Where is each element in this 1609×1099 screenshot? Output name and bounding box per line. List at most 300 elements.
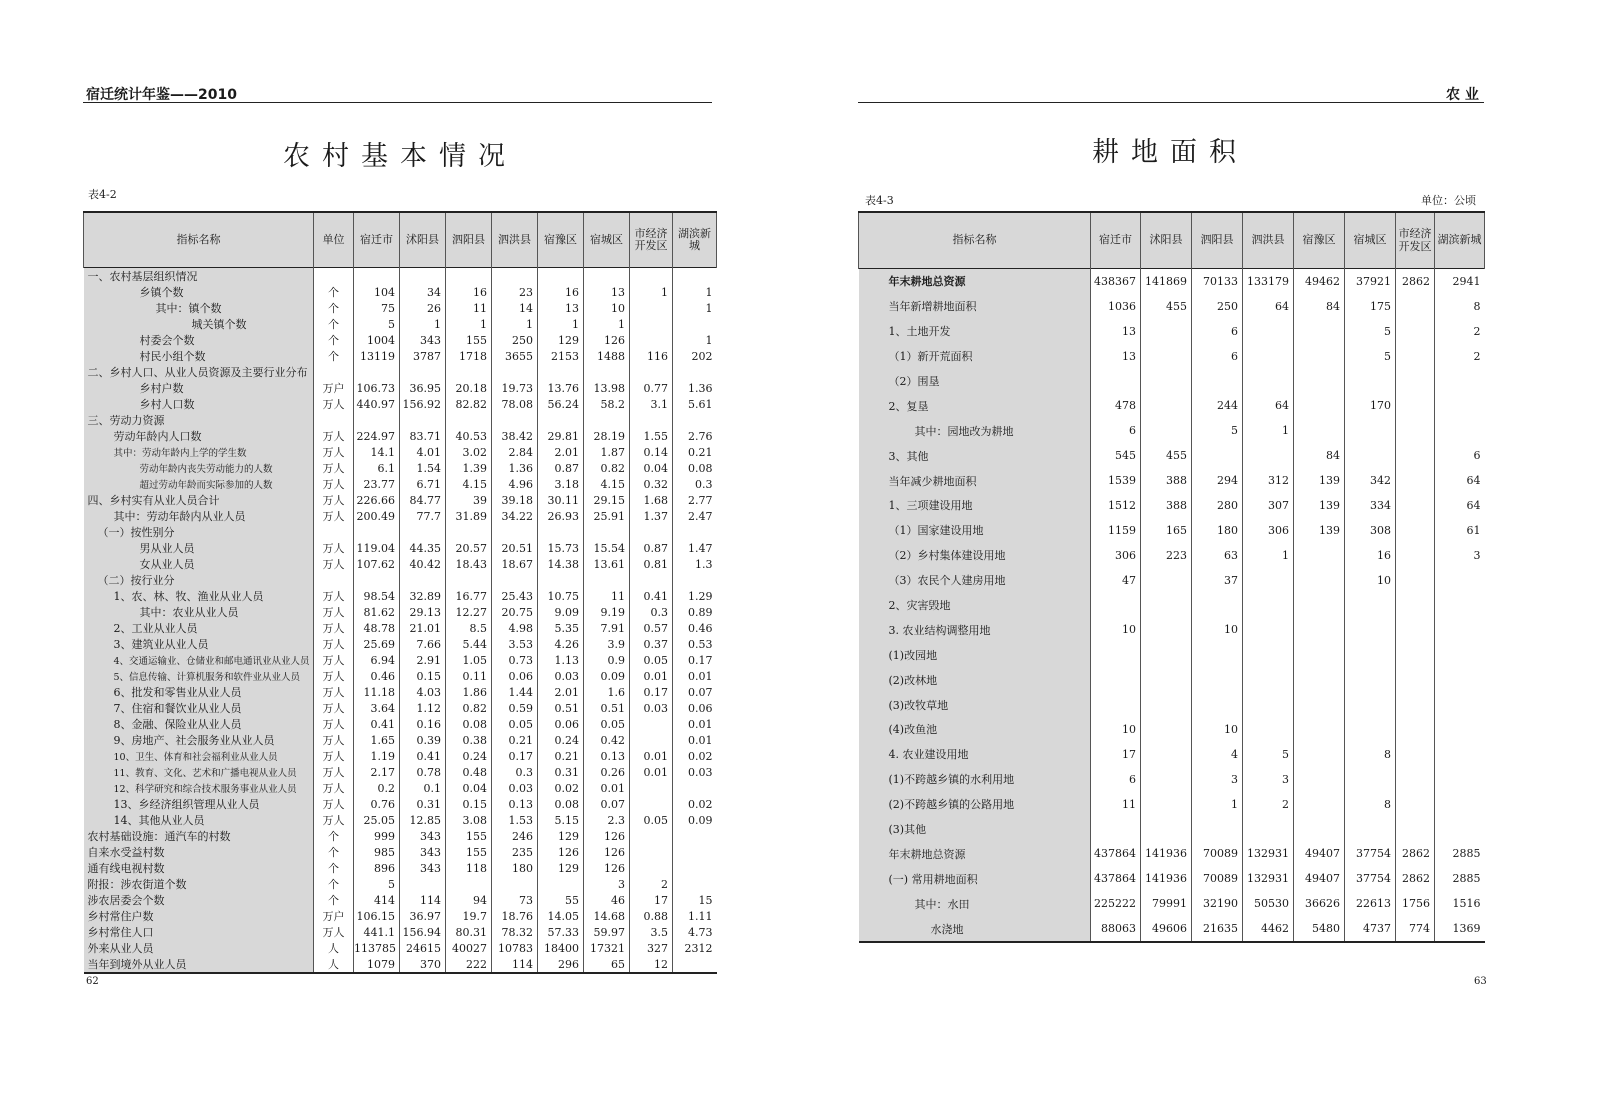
row-unit: 个 <box>314 348 354 364</box>
row-label: (3)其他 <box>859 817 1091 842</box>
table-row <box>859 543 1485 568</box>
row-value: 0.2 <box>354 780 400 796</box>
row-value: 0.39 <box>400 732 446 748</box>
row-value <box>630 828 673 844</box>
row-value <box>630 332 673 348</box>
row-value: 1.44 <box>492 684 538 700</box>
row-value: 156.94 <box>400 924 446 940</box>
table-row <box>859 717 1485 742</box>
row-value: 0.08 <box>538 796 584 812</box>
row-value: 2.01 <box>538 444 584 460</box>
row-value: 40.53 <box>446 428 492 444</box>
row-value <box>1345 443 1396 468</box>
row-value: 308 <box>1345 518 1396 543</box>
row-value: 0.21 <box>688 445 713 459</box>
row-value <box>1294 742 1345 767</box>
row-value: 5.44 <box>446 636 492 652</box>
row-value <box>1294 792 1345 817</box>
row-value: 0.77 <box>630 380 673 396</box>
row-value: 36.95 <box>400 380 446 396</box>
row-value <box>1141 667 1192 692</box>
row-label: 12、科学研究和综合技术服务事业从业人员 <box>84 780 314 796</box>
row-unit: 万人 <box>314 476 354 492</box>
row-value: 1.12 <box>400 700 446 716</box>
row-value <box>1294 717 1345 742</box>
row-value: 8.5 <box>446 620 492 636</box>
row-value: 4.26 <box>538 636 584 652</box>
table-row <box>84 588 717 604</box>
row-label: 3、其他 <box>859 443 1091 468</box>
row-value: 34.22 <box>492 508 538 524</box>
row-value: 0.17 <box>688 653 713 667</box>
row-value <box>1243 692 1294 717</box>
row-value: 6 <box>1091 767 1141 792</box>
row-value <box>1243 319 1294 344</box>
column-header-region: 沭阳县 <box>400 212 446 268</box>
row-label: （2）乡村集体建设用地 <box>859 543 1091 568</box>
row-value <box>1243 344 1294 369</box>
row-value: 13.61 <box>584 556 630 572</box>
row-value <box>1091 593 1141 618</box>
row-value <box>1396 418 1435 443</box>
row-value: 19.73 <box>492 380 538 396</box>
table-row <box>859 393 1485 418</box>
row-value: 44.35 <box>400 540 446 556</box>
row-value <box>1141 418 1192 443</box>
table-row <box>84 300 717 316</box>
row-unit: 万人 <box>314 620 354 636</box>
table-row <box>859 369 1485 394</box>
row-value: 999 <box>354 828 400 844</box>
row-label: 3. 农业结构调整用地 <box>859 617 1091 642</box>
row-value <box>1435 817 1485 842</box>
row-value: 107.62 <box>354 556 400 572</box>
row-label: (一) 常用耕地面积 <box>859 866 1091 891</box>
row-value: 3787 <box>400 348 446 364</box>
row-value <box>630 316 673 332</box>
row-value <box>673 268 717 285</box>
table-row <box>84 700 717 716</box>
row-value: 39.18 <box>492 492 538 508</box>
row-value <box>673 364 717 380</box>
row-value: 1.36 <box>688 381 713 395</box>
row-value: 224.97 <box>354 428 400 444</box>
table-row <box>859 344 1485 369</box>
row-value: 0.01 <box>688 733 713 747</box>
row-value: 0.03 <box>492 780 538 796</box>
row-value <box>446 524 492 540</box>
row-unit: 万人 <box>314 668 354 684</box>
table-row <box>859 468 1485 493</box>
row-label: 乡村常住户数 <box>84 908 314 924</box>
row-value: 2.47 <box>688 509 713 523</box>
column-header-region: 泗洪县 <box>492 212 538 268</box>
row-value: 246 <box>492 828 538 844</box>
row-value: 4.03 <box>400 684 446 700</box>
row-value: 2 <box>1473 349 1481 363</box>
table-row <box>84 844 717 860</box>
row-value: 441.1 <box>354 924 400 940</box>
row-value <box>1294 543 1345 568</box>
row-value: 64 <box>1243 393 1294 418</box>
row-value <box>1396 369 1435 394</box>
row-value <box>1396 319 1435 344</box>
row-value <box>1396 294 1435 319</box>
row-unit: 万户 <box>314 908 354 924</box>
row-value: 75 <box>354 300 400 316</box>
row-value <box>354 412 400 428</box>
row-value: 132931 <box>1243 866 1294 891</box>
row-value: 0.76 <box>354 796 400 812</box>
row-label: 附报：涉农街道个数 <box>84 876 314 892</box>
row-value: 0.24 <box>538 732 584 748</box>
row-value: 129 <box>538 860 584 876</box>
row-value <box>400 268 446 285</box>
row-value: 0.3 <box>492 764 538 780</box>
row-value <box>1192 692 1243 717</box>
row-value <box>1435 667 1485 692</box>
row-value: 0.42 <box>584 732 630 748</box>
row-value: 13.76 <box>538 380 584 396</box>
row-value: 139 <box>1294 468 1345 493</box>
row-unit: 个 <box>314 828 354 844</box>
row-value: 440.97 <box>354 396 400 412</box>
row-value: 226.66 <box>354 492 400 508</box>
table-row <box>84 716 717 732</box>
row-value: 370 <box>400 956 446 973</box>
row-value: 0.08 <box>446 716 492 732</box>
row-label: （二）按行业分 <box>84 572 314 588</box>
row-value: 26 <box>400 300 446 316</box>
row-value: 39 <box>446 492 492 508</box>
row-value: 0.87 <box>630 540 673 556</box>
row-value: 37921 <box>1345 269 1396 294</box>
row-value: 104 <box>354 284 400 300</box>
row-value: 2862 <box>1396 269 1435 294</box>
row-value: 0.15 <box>446 796 492 812</box>
row-value: 13 <box>1091 344 1141 369</box>
right-table-body <box>859 269 1485 943</box>
row-value: 10.75 <box>538 588 584 604</box>
row-value: 5 <box>1192 418 1243 443</box>
table-row <box>84 620 717 636</box>
row-value <box>584 364 630 380</box>
row-value <box>1141 817 1192 842</box>
row-value: 0.32 <box>630 476 673 492</box>
row-label: 乡村人口数 <box>84 396 314 412</box>
row-value: 1.65 <box>354 732 400 748</box>
row-value: 455 <box>1141 443 1192 468</box>
row-value: 119.04 <box>354 540 400 556</box>
left-table-header-row <box>84 212 717 268</box>
row-value <box>400 572 446 588</box>
row-value: 31.89 <box>446 508 492 524</box>
row-unit: 万人 <box>314 396 354 412</box>
row-label: (2)改林地 <box>859 667 1091 692</box>
row-value: 225222 <box>1091 891 1141 916</box>
row-value: 0.37 <box>630 636 673 652</box>
row-value <box>1396 717 1435 742</box>
row-value: 0.89 <box>688 605 713 619</box>
row-value <box>1345 617 1396 642</box>
row-label: 4. 农业建设用地 <box>859 742 1091 767</box>
row-value: 0.46 <box>354 668 400 684</box>
row-label: 4、交通运输业、仓储业和邮电通讯业从业人员 <box>84 652 314 668</box>
row-value <box>1243 443 1294 468</box>
row-value <box>400 412 446 428</box>
row-value <box>1192 593 1243 618</box>
row-value: 10 <box>1345 568 1396 593</box>
row-value <box>1396 817 1435 842</box>
row-value <box>630 524 673 540</box>
row-value: 25.43 <box>492 588 538 604</box>
row-value: 5.15 <box>538 812 584 828</box>
row-value <box>1192 443 1243 468</box>
row-value <box>673 844 717 860</box>
row-value <box>1345 817 1396 842</box>
row-value: 0.9 <box>584 652 630 668</box>
row-value: 0.04 <box>630 460 673 476</box>
row-value <box>354 364 400 380</box>
row-value <box>1396 593 1435 618</box>
row-value: 0.09 <box>688 813 713 827</box>
row-label: 水浇地 <box>859 916 1091 942</box>
row-value: 343 <box>400 332 446 348</box>
row-unit: 万人 <box>314 748 354 764</box>
row-value <box>354 572 400 588</box>
row-value <box>1294 319 1345 344</box>
row-value: 1516 <box>1452 897 1481 911</box>
row-value <box>630 412 673 428</box>
table-row <box>84 268 717 285</box>
row-value <box>492 572 538 588</box>
row-label: （1）新开荒面积 <box>859 344 1091 369</box>
row-value: 4.15 <box>446 476 492 492</box>
row-value <box>1141 568 1192 593</box>
table-row <box>859 443 1485 468</box>
row-value <box>1091 369 1141 394</box>
row-value: 0.51 <box>538 700 584 716</box>
row-value: 0.41 <box>354 716 400 732</box>
row-value: 388 <box>1141 468 1192 493</box>
row-value <box>1435 792 1485 817</box>
row-value <box>1192 369 1243 394</box>
row-value: 106.73 <box>354 380 400 396</box>
row-value: 0.01 <box>688 717 713 731</box>
row-value <box>630 268 673 285</box>
row-value: 545 <box>1091 443 1141 468</box>
row-value: 478 <box>1091 393 1141 418</box>
row-value: 437864 <box>1091 841 1141 866</box>
row-value: 20.57 <box>446 540 492 556</box>
row-label: 乡镇个数 <box>84 284 314 300</box>
row-value: 18400 <box>538 940 584 956</box>
row-value: 17321 <box>584 940 630 956</box>
row-value: 3655 <box>492 348 538 364</box>
row-value: 106.15 <box>354 908 400 924</box>
row-label: 1、土地开发 <box>859 319 1091 344</box>
row-value <box>1091 692 1141 717</box>
row-value <box>1294 642 1345 667</box>
row-label: (1)改园地 <box>859 642 1091 667</box>
right-unit-note: 单位：公顷 <box>1421 194 1476 207</box>
row-value <box>630 572 673 588</box>
row-value: 1 <box>705 301 713 315</box>
row-value: 82.82 <box>446 396 492 412</box>
row-value <box>1294 369 1345 394</box>
row-value: 8 <box>1345 792 1396 817</box>
column-header-region: 宿豫区 <box>1294 212 1345 269</box>
row-value: 155 <box>446 828 492 844</box>
row-value: 1512 <box>1091 493 1141 518</box>
row-value: 10 <box>1192 717 1243 742</box>
row-value <box>1345 667 1396 692</box>
row-value: 2941 <box>1452 274 1481 288</box>
row-value: 141936 <box>1141 841 1192 866</box>
row-unit: 人 <box>314 940 354 956</box>
row-value <box>1141 344 1192 369</box>
row-value: 280 <box>1192 493 1243 518</box>
row-value: 455 <box>1141 294 1192 319</box>
row-value <box>1141 717 1192 742</box>
row-unit: 万人 <box>314 604 354 620</box>
row-value: 57.33 <box>538 924 584 940</box>
row-value: 2.3 <box>584 812 630 828</box>
row-value <box>630 732 673 748</box>
row-value <box>1396 692 1435 717</box>
row-value: 0.15 <box>400 668 446 684</box>
row-unit: 万人 <box>314 700 354 716</box>
row-value <box>584 524 630 540</box>
row-unit: 万人 <box>314 444 354 460</box>
row-value: 0.51 <box>584 700 630 716</box>
row-value: 38.42 <box>492 428 538 444</box>
row-value: 1.3 <box>695 557 713 571</box>
row-value: 1.47 <box>688 541 713 555</box>
row-value: 1.05 <box>446 652 492 668</box>
row-unit: 万人 <box>314 460 354 476</box>
column-header-region: 宿豫区 <box>538 212 584 268</box>
row-value: 113785 <box>354 940 400 956</box>
row-value <box>1243 593 1294 618</box>
row-unit <box>314 524 354 540</box>
table-row <box>84 572 717 588</box>
row-value <box>1294 767 1345 792</box>
row-value: 6 <box>1473 449 1481 463</box>
table-row <box>84 652 717 668</box>
row-value: 14.68 <box>584 908 630 924</box>
row-unit: 万人 <box>314 652 354 668</box>
row-value: 6 <box>1091 418 1141 443</box>
table-row <box>84 860 717 876</box>
row-value: 296 <box>538 956 584 973</box>
row-value: 126 <box>538 844 584 860</box>
row-value: 5 <box>1243 742 1294 767</box>
row-value: 59.97 <box>584 924 630 940</box>
row-value <box>673 876 717 892</box>
row-unit: 万人 <box>314 684 354 700</box>
table-row <box>84 396 717 412</box>
row-value <box>1396 767 1435 792</box>
table-row <box>859 841 1485 866</box>
row-value: 132931 <box>1243 841 1294 866</box>
row-value: 0.05 <box>630 652 673 668</box>
row-value: 65 <box>584 956 630 973</box>
row-value <box>673 860 717 876</box>
row-value <box>1243 617 1294 642</box>
row-value: 1.55 <box>630 428 673 444</box>
row-value: 0.73 <box>492 652 538 668</box>
row-value: 2.01 <box>538 684 584 700</box>
row-value: 155 <box>446 844 492 860</box>
row-value: 10783 <box>492 940 538 956</box>
row-value: 50530 <box>1243 891 1294 916</box>
row-label: 2、灾害毁地 <box>859 593 1091 618</box>
row-value <box>1435 617 1485 642</box>
row-value: 29.81 <box>538 428 584 444</box>
row-label: 6、批发和零售业从业人员 <box>84 684 314 700</box>
row-value: 14.05 <box>538 908 584 924</box>
row-value: 139 <box>1294 518 1345 543</box>
row-value <box>1435 692 1485 717</box>
row-value: 73 <box>492 892 538 908</box>
row-value: 307 <box>1243 493 1294 518</box>
row-value <box>673 780 717 796</box>
row-value: 180 <box>1192 518 1243 543</box>
row-value: 1 <box>492 316 538 332</box>
row-value: 1718 <box>446 348 492 364</box>
row-value: 0.38 <box>446 732 492 748</box>
row-value: 0.01 <box>630 668 673 684</box>
row-value: 0.03 <box>688 765 713 779</box>
row-value: 141936 <box>1141 866 1192 891</box>
row-value: 1.6 <box>584 684 630 700</box>
row-value <box>446 268 492 285</box>
row-value <box>1243 667 1294 692</box>
row-value: 36.97 <box>400 908 446 924</box>
row-unit: 万户 <box>314 380 354 396</box>
row-value: 3 <box>584 876 630 892</box>
row-label: 其中：水田 <box>859 891 1091 916</box>
row-value: 6 <box>1192 344 1243 369</box>
row-value: 2.91 <box>400 652 446 668</box>
row-value: 24615 <box>400 940 446 956</box>
row-value: 2.77 <box>688 493 713 507</box>
row-value <box>446 876 492 892</box>
table-row <box>84 828 717 844</box>
row-value <box>1435 593 1485 618</box>
row-value: 0.02 <box>538 780 584 796</box>
row-value: 25.69 <box>354 636 400 652</box>
row-value: 0.08 <box>688 461 713 475</box>
row-value: 98.54 <box>354 588 400 604</box>
row-value: 170 <box>1345 393 1396 418</box>
row-value <box>630 716 673 732</box>
row-label: 其中：镇个数 <box>84 300 314 316</box>
row-value: 1.29 <box>688 589 713 603</box>
row-label: 城关镇个数 <box>84 316 314 332</box>
row-value <box>1141 319 1192 344</box>
row-value: 16 <box>538 284 584 300</box>
table-row <box>84 524 717 540</box>
row-value: 2.84 <box>492 444 538 460</box>
row-value: 5 <box>1345 319 1396 344</box>
row-value <box>1345 642 1396 667</box>
row-value: 0.03 <box>538 668 584 684</box>
row-label: 2、工业从业人员 <box>84 620 314 636</box>
row-value: 1036 <box>1091 294 1141 319</box>
row-value: 343 <box>400 844 446 860</box>
